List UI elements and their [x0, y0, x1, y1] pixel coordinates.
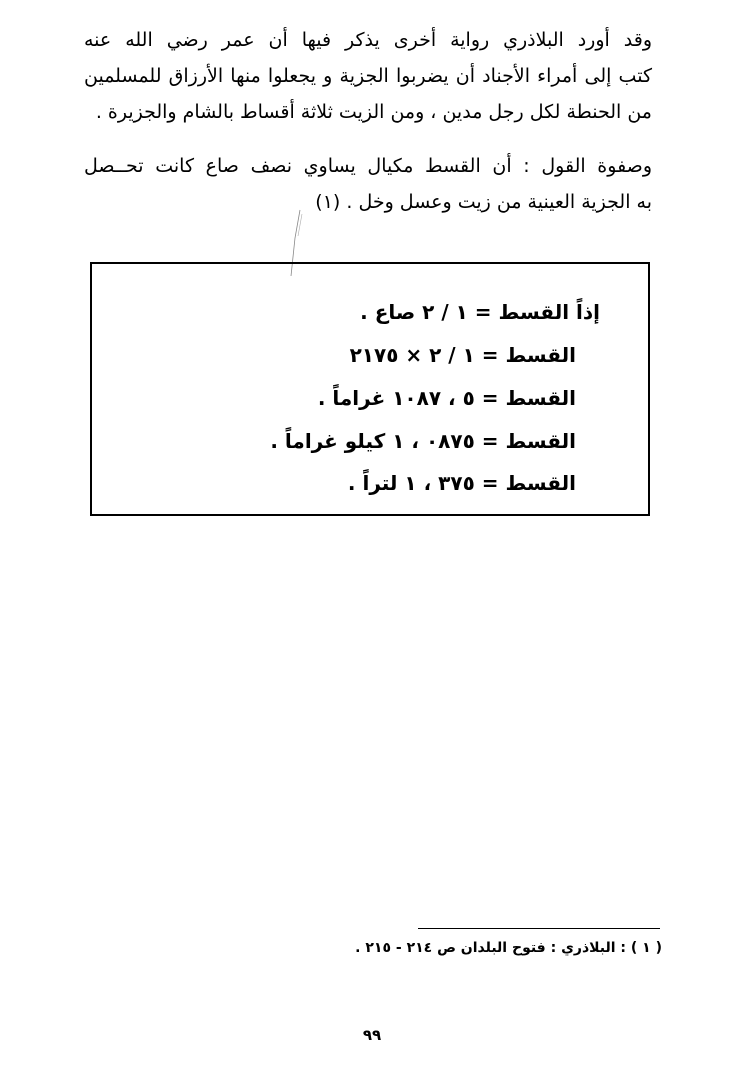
- paragraph-line: وقد أورد البلاذري رواية أخرى يذكر فيها أن عمر رضي الله عنه: [84, 29, 652, 51]
- equation-line: القسط = ٥ ، ١٠٨٧ غراماً .: [317, 386, 576, 410]
- equation-line: القسط = ٠٨٧٥ ، ١ كيلو غراماً .: [270, 429, 576, 453]
- page-number: ٩٩: [362, 1026, 382, 1044]
- body-paragraph-2: [84, 148, 652, 220]
- body-paragraph-1: [84, 22, 652, 130]
- equation-line: إذاً القسط = ١ / ٢ صاع .: [360, 300, 600, 324]
- calculation-box: [90, 262, 650, 516]
- paragraph-line: من الحنطة لكل رجل مدين ، ومن الزيت ثلاثة أقساط بالشام والجزيرة .: [95, 101, 652, 123]
- footnote: ( ١ ) : البلاذري : فتوح البلدان ص ٢١٤ - ٢١٥ .: [355, 940, 662, 956]
- paragraph-line: وصفوة القول : أن القسط مكيال يساوي نصف صاع كانت تحــصل: [84, 155, 652, 177]
- equation-line: القسط = ٣٧٥ ، ١ لتراً .: [347, 471, 576, 495]
- paragraph-line: به الجزية العينية من زيت وعسل وخل . (١): [315, 191, 652, 213]
- equation-line: القسط = ١ / ٢ × ٢١٧٥: [349, 343, 576, 367]
- footnote-separator: [418, 928, 660, 929]
- paragraph-line: كتب إلى أمراء الأجناد أن يضربوا الجزية و يجعلوا منها الأرزاق للمسلمين: [84, 65, 652, 87]
